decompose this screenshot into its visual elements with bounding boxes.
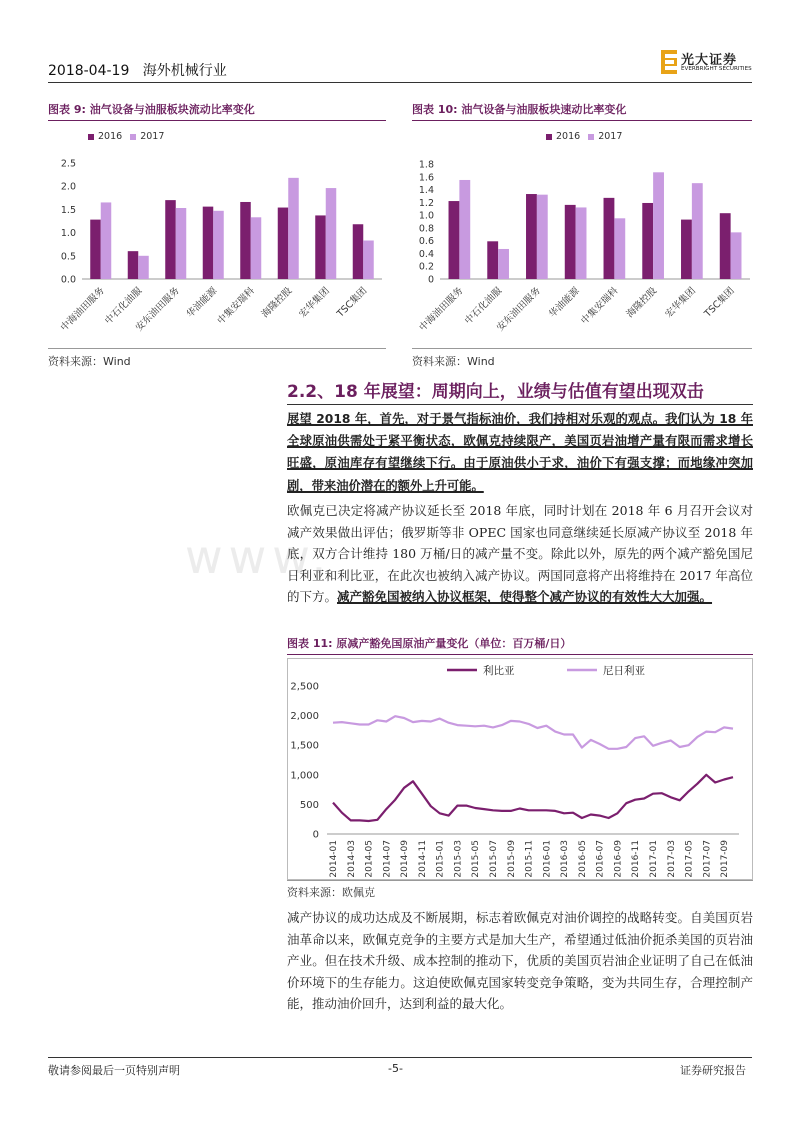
x-tick-label: 2016-07 [595, 840, 606, 878]
fig9-source: 资料来源：Wind [48, 355, 131, 368]
bar-2017 [614, 218, 625, 279]
opec-paragraph [287, 500, 753, 608]
y-tick-label: 1.4 [418, 185, 434, 197]
bar-2017 [731, 232, 742, 279]
x-tick-label: 海隆控股 [624, 285, 660, 321]
bar-2016 [240, 202, 251, 279]
bar-2016 [90, 220, 101, 279]
bar-2017 [138, 256, 149, 279]
x-tick-label: 安东油田服务 [494, 285, 543, 334]
section-title: 2.2、18 年展望：周期向上，业绩与估值有望出现双击 [287, 382, 704, 402]
bar-2017 [498, 249, 509, 279]
x-tick-label: 海隆控股 [259, 285, 295, 321]
y-tick-label: 0 [312, 829, 319, 841]
footer-divider [48, 1057, 752, 1058]
y-tick-label: 0.0 [60, 274, 76, 286]
y-tick-label: 1.0 [418, 210, 434, 222]
bar-2017 [251, 217, 262, 279]
x-tick-label: 2017-03 [666, 840, 677, 878]
x-tick-label: 2014-03 [346, 840, 357, 878]
x-tick-label: 中石化油服 [102, 285, 145, 327]
bar-2017 [176, 208, 187, 279]
legend-swatch-2016 [88, 134, 94, 140]
y-tick-label: 0.2 [418, 261, 434, 273]
x-tick-label: 2017-05 [684, 840, 695, 878]
y-tick-label: 2,000 [290, 711, 319, 723]
x-tick-label: 2014-07 [382, 840, 393, 878]
para1-top-rule [287, 404, 753, 405]
x-tick-label: TSC集团 [702, 285, 737, 320]
bar-2016 [565, 205, 576, 279]
watermark: www. [185, 530, 333, 584]
x-tick-label: 中集安瑞科 [215, 285, 257, 327]
fig11-title: 图表 11: 原减产豁免国原油产量变化（单位：百万桶/日） [287, 637, 572, 650]
fig10-title-rule [412, 120, 752, 121]
x-tick-label: 2016-03 [560, 840, 571, 878]
outlook-paragraph [287, 408, 753, 497]
strategy-paragraph: 减产协议的成功达成及不断展期，标志着欧佩克对油价调控的战略转变。自美国页岩油革命以来，欧佩克竞争的主要方式是加大生产，希望通过低油价扼杀美国的页岩油产业。但在技术升级、成本控制的推动下，优质的美国页岩油企业证明了自己在低油价环境下的生存能力。这迫使欧佩克国家转变竞争策略，变为共同生存，合理控制产能，推动油价回升，达到利益的最大化。 [287, 910, 753, 1012]
outlook-text: 展望 2018 年，首先，对于景气指标油价，我们持相对乐观的观点。我们认为 18 年全球原油供需处于紧平衡状态，欧佩克持续限产，美国页岩油增产量有限而需求增长旺盛，原油库存有望继续下行。由于原油供小于求，油价下有强支撑；而地缘冲突加剧，带来油价潜在的额外上升可能。 [287, 412, 753, 493]
bar-2017 [288, 178, 299, 279]
industry-name: 海外机械行业 [142, 63, 227, 79]
x-tick-label: 中石化油服 [462, 285, 505, 327]
legend-label: 利比亚 [483, 665, 515, 677]
fig9-title: 图表 9: 油气设备与油服板块流动比率变化 [48, 103, 255, 116]
bar-2016 [642, 203, 653, 279]
x-tick-label: 2017-01 [649, 840, 659, 878]
x-tick-label: 2014-01 [329, 840, 339, 878]
footer-disclaimer: 敬请参阅最后一页特别声明 [48, 1064, 180, 1077]
bar-2016 [315, 215, 326, 279]
x-tick-label: 中海油田服务 [58, 285, 107, 334]
x-tick-label: 安东油田服务 [133, 285, 182, 334]
x-tick-label: 2015-07 [489, 840, 499, 878]
bar-2016 [128, 251, 139, 279]
fig10-source: 资料来源：Wind [412, 355, 495, 368]
y-tick-label: 0 [427, 274, 434, 286]
fig9-chart [48, 150, 386, 355]
bar-2017 [576, 207, 587, 279]
y-tick-label: 1.2 [418, 197, 434, 209]
y-tick-label: 500 [299, 799, 319, 811]
y-tick-label: 2.0 [60, 181, 76, 193]
fig10-title: 图表 10: 油气设备与油服板块速动比率变化 [412, 103, 627, 116]
legend-label-2017: 2017 [140, 131, 165, 142]
report-header [48, 60, 227, 80]
x-tick-label: 2015-09 [506, 840, 517, 878]
fig10-legend [546, 131, 622, 142]
y-tick-label: 1.0 [60, 228, 76, 240]
bar-2017 [692, 183, 703, 279]
x-tick-label: 2015-03 [453, 840, 464, 878]
chart-frame [288, 659, 753, 880]
bar-2017 [213, 211, 224, 279]
x-tick-label: 2016-11 [631, 840, 642, 878]
y-tick-label: 0.6 [418, 236, 434, 248]
logo-text-en: EVERBRIGHT SECURITIES [681, 66, 752, 72]
x-tick-label: 中集安瑞科 [579, 285, 621, 327]
x-tick-label: 中海油田服务 [417, 285, 466, 334]
bar-2017 [101, 202, 112, 279]
x-tick-label: 2014-05 [364, 840, 375, 878]
bar-2016 [353, 224, 364, 279]
x-tick-label: 2016-05 [577, 840, 588, 878]
y-tick-label: 1.8 [418, 159, 434, 171]
x-tick-label: TSC集团 [335, 285, 370, 320]
bar-2017 [326, 188, 337, 279]
x-tick-label: 华油能源 [547, 285, 582, 321]
x-tick-label: 2015-11 [524, 840, 535, 878]
bar-2017 [363, 240, 374, 279]
fig9-source-rule [48, 348, 386, 349]
fig9-title-rule [48, 120, 386, 121]
legend-label-2017: 2017 [598, 131, 623, 142]
y-tick-label: 0.5 [60, 251, 76, 263]
logo-text-cn: 光大证券 [681, 53, 738, 68]
x-tick-label: 华油能源 [184, 285, 220, 321]
bar-2016 [604, 198, 615, 279]
bar-2016 [526, 194, 537, 279]
logo-mark-icon [661, 50, 677, 74]
company-logo [661, 48, 753, 78]
series-line-1 [333, 716, 733, 749]
fig10-chart [412, 150, 752, 355]
legend-swatch-2016 [546, 134, 552, 140]
y-tick-label: 1,000 [290, 770, 319, 782]
fig11-source: 资料来源：欧佩克 [287, 886, 375, 899]
fig11-title-rule [287, 654, 753, 655]
x-tick-label: 2016-09 [613, 840, 624, 878]
bar-2016 [449, 201, 460, 279]
bar-2017 [459, 180, 470, 279]
bar-2016 [681, 220, 692, 279]
opec-bold-text: 减产豁免国被纳入协议框架，使得整个减产协议的有效性大大加强。 [337, 589, 713, 605]
opec-text: 欧佩克已决定将减产协议延长至 2018 年底，同时计划在 2018 年 6 月召开会议对减产效果做出评估；俄罗斯等非 OPEC 国家也同意继续延长原减产协议至 2018 年底，双方合计维持 180 万桶/日的减产量不变。除此以外，原先的两个减产豁免国尼日利亚和利比亚，在此次也被纳入减产协议。两国同意将产出将维持在 2017 年高位的下方。 [287, 503, 753, 605]
fig9-legend [88, 131, 164, 142]
y-tick-label: 1.6 [418, 172, 434, 184]
series-line-0 [333, 775, 733, 821]
legend-label-2016: 2016 [556, 131, 581, 142]
bar-2017 [653, 172, 664, 279]
x-tick-label: 2014-11 [417, 840, 428, 878]
fig10-source-rule [412, 348, 752, 349]
x-tick-label: 2017-09 [720, 840, 731, 878]
y-tick-label: 1.5 [60, 204, 76, 216]
x-tick-label: 2016-01 [542, 840, 553, 878]
x-tick-label: 2015-05 [471, 840, 482, 878]
fig11-source-rule [287, 880, 753, 881]
legend-swatch-2017 [588, 134, 594, 140]
page-number: -5- [388, 1062, 403, 1075]
x-tick-label: 宏华集团 [663, 285, 698, 321]
y-tick-label: 0.4 [418, 248, 434, 260]
legend-label: 尼日利亚 [603, 665, 645, 677]
y-tick-label: 0.8 [418, 223, 434, 235]
bar-2016 [165, 200, 176, 279]
bar-2016 [203, 207, 214, 279]
bar-2016 [278, 208, 289, 279]
x-tick-label: 宏华集团 [297, 285, 332, 321]
report-date: 2018-04-19 [48, 63, 130, 79]
x-tick-label: 2014-09 [400, 840, 411, 878]
y-tick-label: 1,500 [290, 740, 319, 752]
x-tick-label: 2017-07 [702, 840, 713, 878]
fig11-chart [287, 658, 753, 880]
legend-label-2016: 2016 [98, 131, 123, 142]
y-tick-label: 2,500 [290, 681, 319, 693]
legend-swatch-2017 [130, 134, 136, 140]
header-divider [48, 82, 752, 83]
bar-2016 [720, 213, 731, 279]
bar-2016 [487, 241, 498, 279]
footer-report-type: 证券研究报告 [680, 1064, 746, 1077]
y-tick-label: 2.5 [60, 158, 76, 170]
bar-2017 [537, 195, 548, 279]
x-tick-label: 2015-01 [435, 840, 446, 878]
